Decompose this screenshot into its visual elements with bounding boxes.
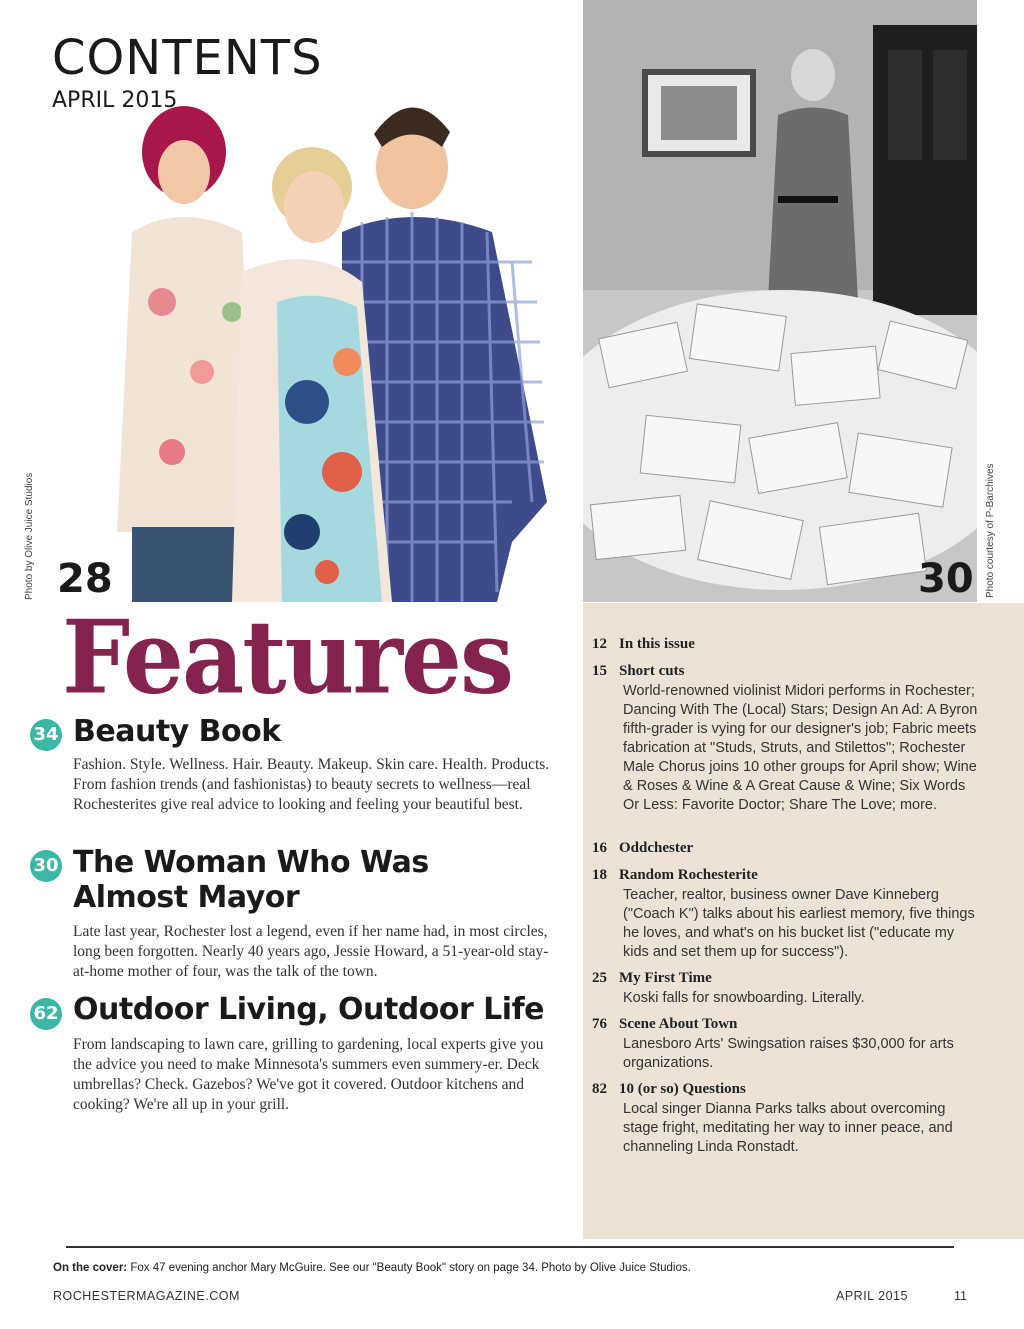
toc-page-number: 18 bbox=[592, 867, 607, 883]
issue-date: APRIL 2015 bbox=[52, 88, 178, 113]
cover-photo-people bbox=[92, 72, 572, 602]
toc-description: Teacher, realtor, business owner Dave Kinneberg ("Coach K") talks about his earliest memory, five things he loves, and what's on his bucket list ("educate my kids and set them up for success"). bbox=[623, 887, 975, 960]
toc-page-number: 15 bbox=[592, 663, 607, 679]
footer-issue-date: APRIL 2015 bbox=[836, 1289, 908, 1303]
toc-title[interactable]: Scene About Town bbox=[619, 1016, 738, 1032]
contents-title: CONTENTS bbox=[52, 30, 323, 86]
feature-story-outdoor-living[interactable] bbox=[30, 992, 560, 1122]
feature-story-woman-mayor[interactable] bbox=[30, 845, 560, 985]
historic-photo bbox=[583, 0, 977, 602]
feature-story-beauty-book[interactable] bbox=[30, 714, 560, 844]
footer-page-number: 11 bbox=[954, 1289, 967, 1303]
cover-note bbox=[53, 1262, 691, 1274]
toc-description: Local singer Dianna Parks talks about overcoming stage fright, meditating her way to inner peace, and channeling Linda Ronstadt. bbox=[623, 1101, 953, 1155]
footer-divider bbox=[66, 1246, 954, 1248]
photo-credit-left: Photo by Olive Juice Studios bbox=[24, 472, 35, 600]
toc-title[interactable]: 10 (or so) Questions bbox=[619, 1081, 746, 1097]
story-title[interactable]: Beauty Book bbox=[73, 714, 281, 749]
story-description: From landscaping to lawn care, grilling to gardening, local experts give you the advice you need to make Minnesota's summers even summery-er. Deck umbrellas? Check. Gazebos? We've got it covered. Outdoor kitchens and cooking? We're all up in your grill. bbox=[73, 1036, 544, 1113]
footer-website-link[interactable]: ROCHESTERMAGAZINE.COM bbox=[53, 1289, 240, 1303]
cover-note-text: Fox 47 evening anchor Mary McGuire. See our "Beauty Book" story on page 34. Photo by Olive Juice Studios. bbox=[130, 1262, 691, 1274]
toc-description: Lanesboro Arts' Swingsation raises $30,000 for arts organizations. bbox=[623, 1036, 954, 1071]
photo-page-number-left[interactable]: 28 bbox=[57, 556, 113, 602]
toc-description: Koski falls for snowboarding. Literally. bbox=[623, 990, 865, 1006]
toc-page-number: 82 bbox=[592, 1081, 607, 1097]
toc-page-number: 16 bbox=[592, 840, 607, 856]
cover-note-label: On the cover: bbox=[53, 1262, 128, 1274]
toc-title[interactable]: Oddchester bbox=[619, 840, 694, 856]
story-title-line-2[interactable]: Almost Mayor bbox=[73, 880, 300, 915]
toc-description: World-renowned violinist Midori performs in Rochester; Dancing With The (Local) Stars; Design An Ad: A Byron fifth-grader is vying for our designer's job; Fabric meets fabrication at "Studs, Struts, and Stilettos"; Rochester Male Chorus joins 10 other groups for April show; Wine & Roses & Wine & A Great Cause & Wine; Six Words Or Less: Favorite Doctor; Share The Love; more. bbox=[623, 683, 978, 813]
toc-title[interactable]: Short cuts bbox=[619, 663, 685, 679]
story-description: Fashion. Style. Wellness. Hair. Beauty. Makeup. Skin care. Health. Products. From fashion trends (and fashionistas) to beauty secrets to wellness—real Rochesterites give real advice to looking and feeling your beautiful best. bbox=[73, 756, 550, 813]
toc-title[interactable]: In this issue bbox=[619, 636, 695, 652]
page-badge: 30 bbox=[30, 850, 62, 882]
toc-title[interactable]: My First Time bbox=[619, 970, 712, 986]
features-heading: Features bbox=[62, 598, 513, 717]
photo-page-number-right[interactable]: 30 bbox=[918, 556, 974, 602]
toc-title[interactable]: Random Rochesterite bbox=[619, 867, 758, 883]
toc-page-number: 76 bbox=[592, 1016, 607, 1032]
story-title[interactable]: Outdoor Living, Outdoor Life bbox=[73, 992, 544, 1027]
page-badge: 34 bbox=[30, 719, 62, 751]
page-badge: 62 bbox=[30, 998, 62, 1030]
story-description: Late last year, Rochester lost a legend, even if her name had, in most circles, long been forgotten. Nearly 40 years ago, Jessie Howard, a 51-year-old stay-at-home mother of four, was the talk of the town. bbox=[73, 923, 549, 980]
toc-page-number: 12 bbox=[592, 636, 607, 652]
story-title-line-1[interactable]: The Woman Who Was bbox=[73, 845, 429, 880]
photo-credit-right: Photo courtesy of P-Barchives bbox=[985, 463, 996, 598]
toc-page-number: 25 bbox=[592, 970, 607, 986]
